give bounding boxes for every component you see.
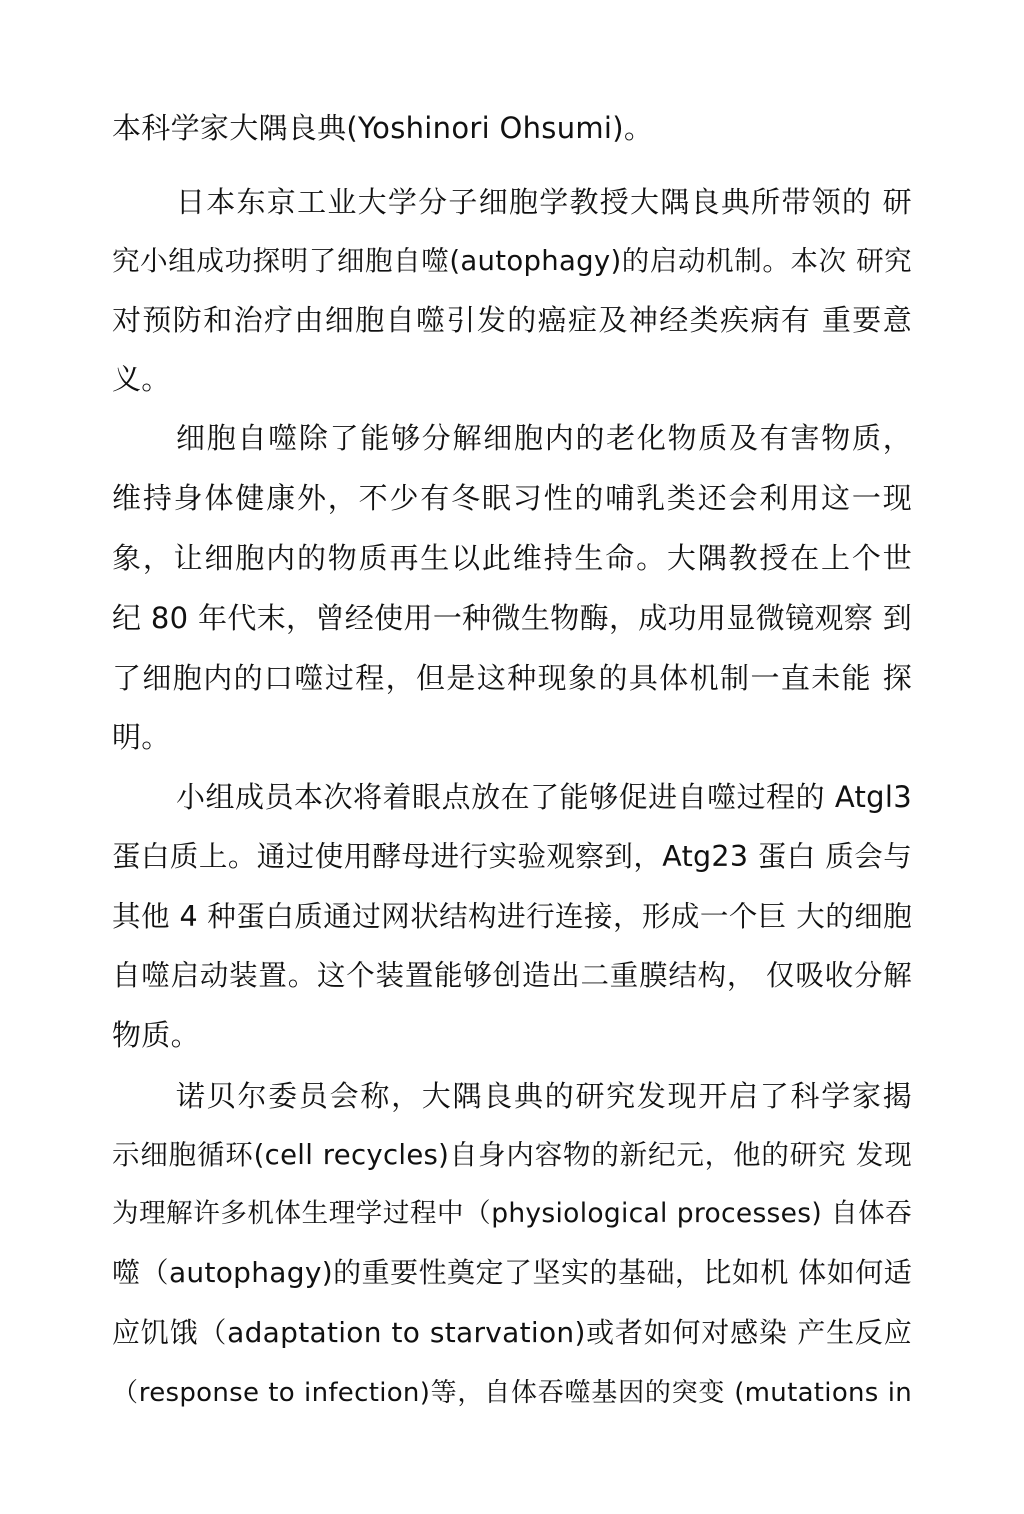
text-line: 蛋白质上。通过使用酵母进行实验观察到，Atg23 蛋白 质会与	[112, 840, 912, 873]
text-line: 小组成员本次将着眼点放在了能够促进自噬过程的 Atgl3	[176, 780, 912, 814]
text-line: 纪 80 年代末，曾经使用一种微生物酶，成功用显微镜观察 到	[112, 601, 912, 635]
text-line: 了细胞内的口噬过程，但是这种现象的具体机制一直未能 探	[112, 661, 912, 695]
text-line: 噬（autophagy)的重要性奠定了坚实的基础，比如机 体如何适	[112, 1256, 912, 1289]
text-line: 诺贝尔委员会称，大隅良典的研究发现开启了科学家揭	[176, 1079, 912, 1113]
text-line: 示细胞循环(cell recycles)自身内容物的新纪元，他的研究 发现	[112, 1139, 912, 1171]
text-line: 本科学家大隅良典(Yoshinori Ohsumi)。	[112, 111, 654, 145]
text-line: 究小组成功探明了细胞自噬(autophagy)的启动机制。本次 研究	[112, 245, 912, 277]
text-line: （response to infection)等，自体吞噬基因的突变 (mutations in	[112, 1378, 912, 1408]
text-line: 对预防和治疗由细胞自噬引发的癌症及神经类疾病有 重要意	[112, 303, 912, 337]
text-line: 其他 4 种蛋白质通过网状结构进行连接，形成一个巨 大的细胞	[112, 900, 912, 933]
text-line: 物质。	[112, 1018, 200, 1052]
text-line: 细胞自噬除了能够分解细胞内的老化物质及有害物质，	[176, 421, 912, 455]
text-line: 象，让细胞内的物质再生以此维持生命。大隅教授在上个世	[112, 541, 912, 575]
text-line: 为理解许多机体生理学过程中（physiological processes) 自体吞	[112, 1198, 912, 1229]
text-line: 义。	[112, 362, 171, 396]
text-line: 明。	[112, 720, 171, 754]
text-line: 自噬启动装置。这个装置能够创造出二重膜结构， 仅吸收分解	[112, 959, 912, 992]
text-line: 应饥饿（adaptation to starvation)或者如何对感染 产生反应	[112, 1316, 912, 1349]
text-line: 日本东京工业大学分子细胞学教授大隅良典所带领的 研	[176, 185, 912, 219]
text-line: 维持身体健康外，不少有冬眠习性的哺乳类还会利用这一现	[112, 481, 912, 515]
